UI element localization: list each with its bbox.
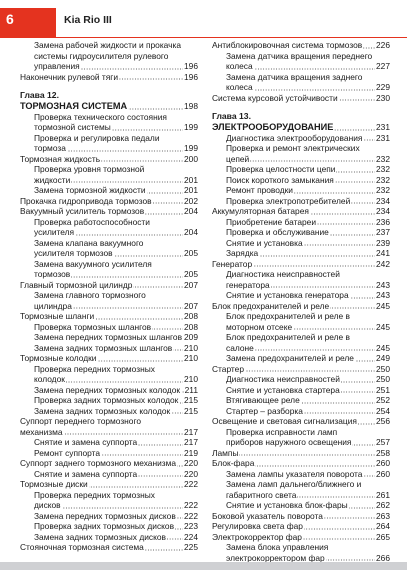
toc-page-number: 201	[184, 174, 198, 185]
toc-entry[interactable]	[20, 542, 198, 553]
toc-entry-title: Замена блока управления электрокорректором фар	[226, 542, 329, 563]
toc-entry-title: Замена рабочей жидкости и прокачка системы гидроусилителя рулевого управления	[34, 40, 182, 71]
toc-entry-title: Замена задних тормозных дисков	[34, 531, 166, 542]
toc-entry-title: Замена ламп дальнего/ближнего и габаритного света	[226, 479, 362, 500]
chapter-number: Глава 12.	[20, 90, 59, 100]
toc-entry[interactable]	[20, 490, 198, 511]
toc-entry[interactable]	[20, 133, 198, 154]
toc-entry-title: Стояночная тормозная система	[20, 542, 144, 552]
toc-entry-title: Проверка и обслуживание	[226, 227, 329, 237]
toc-entry-title: Проверка и регулировка педали тормоза	[34, 132, 160, 153]
toc-entry[interactable]	[20, 311, 198, 322]
chapter-title-row[interactable]	[20, 101, 198, 112]
toc-entry-title: Проверка задних тормозных дисков	[34, 521, 175, 531]
toc-entry[interactable]	[212, 542, 390, 563]
toc-page-number: 227	[376, 61, 390, 71]
toc-page-number: 262	[376, 500, 390, 510]
toc-entry[interactable]	[212, 206, 390, 217]
toc-page-number: 204	[184, 206, 198, 216]
toc-entry-title: Тормозные шланги	[20, 311, 95, 321]
toc-page-number: 220	[184, 458, 198, 468]
toc-entry-title: Замена задних тормозных колодок	[34, 405, 171, 416]
toc-page-number: 258	[376, 447, 390, 458]
toc-entry-title: Генератор	[212, 258, 253, 269]
toc-entry-title: Зарядка	[226, 248, 259, 258]
toc-entry-title: Блок-фара	[212, 458, 255, 468]
toc-page-number: 263	[376, 510, 390, 521]
toc-entry[interactable]	[20, 479, 198, 490]
toc-entry[interactable]	[20, 532, 198, 543]
toc-entry[interactable]	[212, 332, 390, 353]
chapter-title: ЭЛЕКТРООБОРУДОВАНИЕ	[212, 121, 334, 132]
toc-page-number: 199	[184, 143, 198, 153]
chapter-number: Глава 13.	[212, 111, 251, 121]
toc-entry-title: Снятие и установка стартера	[226, 384, 340, 395]
toc-entry-title: Проверка задних тормозных колодок	[34, 395, 179, 405]
toc-entry[interactable]	[212, 185, 390, 196]
toc-entry[interactable]	[20, 332, 198, 343]
toc-entry[interactable]	[20, 280, 198, 291]
toc-entry[interactable]	[212, 175, 390, 186]
toc-page-number: 266	[376, 552, 390, 563]
toc-page-number: 234	[376, 206, 390, 216]
toc-page-number: 199	[184, 122, 198, 132]
toc-page-number: 261	[376, 489, 390, 500]
chapter-title: ТОРМОЗНАЯ СИСТЕМА	[20, 100, 128, 111]
toc-entry[interactable]	[20, 395, 198, 406]
toc-entry[interactable]	[212, 238, 390, 249]
toc-entry[interactable]	[212, 385, 390, 396]
toc-page-number: 207	[184, 300, 198, 311]
toc-entry-title: Снятие и установка блок-фары	[226, 500, 348, 510]
toc-page-number: 204	[184, 227, 198, 237]
toc-page-number: 220	[184, 468, 198, 479]
toc-entry-title: Проверка технического состояния тормозной системы	[34, 111, 167, 132]
toc-entry[interactable]	[212, 51, 390, 72]
toc-entry[interactable]	[212, 364, 390, 375]
toc-page-number: 236	[376, 216, 390, 227]
toc-page-number: 257	[376, 437, 390, 447]
toc-entry-title: Суппорт заднего тормозного механизма	[20, 458, 177, 468]
toc-entry[interactable]	[212, 448, 390, 459]
toc-entry-title: Проверка электропотребителей	[226, 195, 351, 206]
toc-entry[interactable]	[212, 196, 390, 207]
toc-page-number: 234	[376, 195, 390, 206]
toc-page-number: 249	[376, 353, 390, 363]
toc-page-number: 239	[376, 237, 390, 248]
toc-entry[interactable]	[20, 458, 198, 469]
toc-entry[interactable]	[212, 427, 390, 448]
toc-page-number: 222	[184, 500, 198, 510]
toc-page-number: 210	[184, 374, 198, 384]
toc-entry-title: Снятие и установка	[226, 237, 303, 248]
toc-page-number: 223	[184, 521, 198, 531]
toc-page-number: 205	[184, 248, 198, 258]
toc-page-number: 245	[376, 300, 390, 311]
toc-page-number: 260	[376, 458, 390, 468]
toc-entry-title: Боковой указатель поворота	[212, 510, 323, 521]
toc-entry[interactable]	[212, 259, 390, 270]
toc-entry[interactable]	[20, 353, 198, 364]
toc-entry[interactable]	[212, 395, 390, 406]
toc-entry-title: Лампы	[212, 447, 239, 458]
toc-entry[interactable]	[20, 364, 198, 385]
toc-entry-title: Диагностика неисправностей	[226, 374, 340, 384]
toc-page-number: 230	[376, 92, 390, 103]
toc-entry[interactable]	[212, 511, 390, 522]
toc-entry[interactable]	[20, 437, 198, 448]
toc-page-number: 209	[184, 332, 198, 342]
toc-page-number: 243	[376, 279, 390, 290]
toc-entry-title: Втягивающее реле	[226, 395, 300, 405]
toc-entry[interactable]	[20, 217, 198, 238]
toc-page-number: 232	[376, 153, 390, 164]
toc-entry-title: Снятие и установка генератора	[226, 290, 349, 300]
chapter-title-row[interactable]	[212, 122, 390, 133]
toc-page-number: 222	[184, 479, 198, 489]
toc-page-number: 198	[184, 100, 198, 111]
toc-page-number: 250	[376, 374, 390, 384]
toc-entry-title: Замена лампы указателя поворота	[226, 468, 363, 479]
toc-entry[interactable]	[20, 196, 198, 207]
toc-entry-title: Аккумуляторная батарея	[212, 206, 309, 216]
toc-entry-title: Стартер – разборка	[226, 405, 303, 416]
toc-entry-title: Ремонт суппорта	[34, 447, 101, 458]
toc-entry-title: Освещение и световая сигнализация	[212, 416, 357, 426]
toc-page-number: 250	[376, 363, 390, 374]
toc-page-number: 256	[376, 416, 390, 426]
toc-entry[interactable]	[20, 206, 198, 217]
toc-page-number: 252	[376, 395, 390, 405]
toc-entry[interactable]	[20, 416, 198, 437]
toc-entry-title: Прокачка гидропривода тормозов	[20, 195, 152, 206]
toc-page-number: 264	[376, 521, 390, 531]
page-bottom-band	[0, 562, 407, 570]
toc-page-number: 225	[184, 542, 198, 552]
toc-entry-title: Тормозные диски	[20, 479, 88, 489]
toc-entry[interactable]	[20, 72, 198, 83]
toc-entry[interactable]	[212, 93, 390, 104]
toc-entry-title: Система курсовой устойчивости	[212, 92, 338, 103]
toc-entry-title: Суппорт переднего тормозного механизма	[20, 416, 141, 437]
toc-entry[interactable]	[212, 521, 390, 532]
toc-entry-title: Блок предохранителей и реле в моторном отсеке	[226, 311, 350, 332]
toc-entry-title: Снятие и замена суппорта	[34, 437, 138, 447]
toc-page-number: 210	[184, 342, 198, 353]
toc-entry-title: Блок предохранителей и реле в салоне	[226, 332, 350, 353]
toc-entry-title: Поиск короткого замыкания	[226, 174, 334, 185]
toc-entry-title: Приобретение батареи	[226, 216, 317, 227]
section-gap	[212, 103, 390, 111]
toc-page-number: 217	[184, 426, 198, 437]
toc-page-number: 242	[376, 258, 390, 269]
toc-entry-title: Проверка передних тормозных дисков	[34, 489, 155, 510]
toc-entry-title: Электрокорректор фар	[212, 531, 302, 542]
toc-entry-title: Проверка передних тормозных колодок	[34, 363, 155, 384]
toc-entry[interactable]	[212, 143, 390, 164]
toc-entry-title: Замена передних тормозных колодок	[34, 384, 181, 395]
toc-page-number: 222	[184, 510, 198, 521]
toc-page-number: 260	[376, 468, 390, 479]
toc-page-number: 265	[376, 531, 390, 542]
toc-entry[interactable]	[20, 185, 198, 196]
toc-page-number: 208	[184, 321, 198, 332]
toc-entry-title: Главный тормозной цилиндр	[20, 279, 133, 290]
toc-entry[interactable]	[20, 40, 198, 72]
toc-page-number: 196	[184, 71, 198, 82]
toc-page-number: 217	[184, 437, 198, 447]
toc-entry[interactable]	[212, 72, 390, 93]
toc-entry-title: Регулировка света фар	[212, 521, 303, 531]
toc-entry-title: Замена вакуумного усилителя тормозов	[34, 258, 152, 279]
toc-entry-title: Замена датчика вращения переднего колеса	[226, 50, 373, 71]
toc-page-number: 232	[376, 174, 390, 185]
toc-entry[interactable]	[20, 154, 198, 165]
toc-entry[interactable]	[212, 458, 390, 469]
toc-entry[interactable]	[20, 406, 198, 417]
section-gap	[20, 82, 198, 90]
toc-entry-title: Проверка работоспособности усилителя	[34, 216, 150, 237]
toc-entry-title: Диагностика неисправностей генератора	[226, 269, 340, 290]
toc-entry[interactable]	[20, 511, 198, 522]
toc-entry[interactable]	[20, 322, 198, 333]
toc-page-number: 245	[376, 321, 390, 332]
toc-entry-title: Проверка целостности цепи	[226, 164, 336, 174]
toc-entry-title: Наконечник рулевой тяги	[20, 71, 119, 82]
toc-page-number: 254	[376, 405, 390, 416]
toc-entry[interactable]	[212, 416, 390, 427]
toc-page-number: 211	[184, 384, 198, 395]
toc-entry-title: Ремонт проводки	[226, 185, 293, 195]
toc-left-column	[20, 40, 198, 553]
toc-entry-title: Замена задних тормозных шлангов	[34, 342, 173, 353]
toc-page-number: 251	[376, 384, 390, 395]
toc-entry[interactable]	[212, 301, 390, 312]
page-number: 6	[6, 11, 14, 27]
toc-page-number: 241	[376, 248, 390, 258]
toc-entry-title: Проверка тормозных шлангов	[34, 321, 152, 332]
toc-entry-title: Замена тормозной жидкости	[34, 185, 146, 195]
toc-entry-title: Замена датчика вращения заднего колеса	[226, 71, 363, 92]
toc-page-number: 215	[184, 395, 198, 405]
toc-entry[interactable]	[212, 133, 390, 144]
toc-entry-title: Проверка и ремонт электрических цепей	[226, 143, 360, 164]
toc-page-number: 208	[184, 311, 198, 321]
toc-page-number: 207	[184, 279, 198, 290]
toc-entry[interactable]	[20, 164, 198, 185]
toc-entry[interactable]	[20, 448, 198, 459]
toc-entry[interactable]	[20, 521, 198, 532]
toc-entry[interactable]	[212, 374, 390, 385]
toc-page-number: 243	[376, 290, 390, 300]
toc-entry-title: Проверка уровня тормозной жидкости	[34, 164, 145, 185]
toc-page-number: 232	[376, 164, 390, 174]
toc-entry[interactable]	[20, 469, 198, 480]
toc-page-number: 231	[376, 121, 390, 132]
toc-entry[interactable]	[212, 40, 390, 51]
toc-entry[interactable]	[212, 248, 390, 259]
toc-page-number: 196	[184, 61, 198, 71]
toc-entry-title: Стартер	[212, 363, 244, 374]
toc-page-number: 224	[184, 531, 198, 542]
toc-entry-title: Снятие и замена суппорта	[34, 468, 138, 479]
toc-entry[interactable]	[212, 532, 390, 543]
toc-entry[interactable]	[20, 112, 198, 133]
toc-entry[interactable]	[20, 290, 198, 311]
header-divider	[56, 37, 407, 38]
toc-page-number: 229	[376, 82, 390, 92]
toc-entry-title: Тормозные колодки	[20, 353, 97, 363]
toc-entry-title: Замена передних тормозных шлангов	[34, 332, 183, 342]
toc-entry-title: Вакуумный усилитель тормозов	[20, 206, 145, 216]
toc-page-number: 219	[184, 447, 198, 458]
toc-entry-title: Диагностика электрооборудования	[226, 132, 363, 143]
toc-page-number: 231	[376, 132, 390, 143]
toc-entry[interactable]	[20, 238, 198, 259]
toc-page-number: 215	[184, 405, 198, 416]
toc-entry[interactable]	[212, 500, 390, 511]
toc-page-number: 226	[376, 40, 390, 50]
toc-entry[interactable]	[212, 479, 390, 500]
toc-page-number: 200	[184, 153, 198, 164]
toc-entry[interactable]	[212, 217, 390, 228]
toc-entry-title: Замена предохранителей и реле	[226, 353, 354, 363]
toc-entry[interactable]	[212, 353, 390, 364]
toc-entry[interactable]	[212, 164, 390, 175]
toc-right-column	[212, 40, 390, 570]
toc-entry[interactable]	[212, 311, 390, 332]
toc-entry[interactable]	[212, 290, 390, 301]
toc-entry[interactable]	[212, 269, 390, 290]
toc-entry[interactable]	[212, 406, 390, 417]
toc-page-number: 201	[184, 185, 198, 195]
toc-entry-title: Проверка исправности ламп приборов наружного освещения	[226, 426, 352, 447]
toc-entry[interactable]	[212, 469, 390, 480]
book-title: Kia Rio III	[64, 14, 112, 26]
page-header	[0, 0, 407, 40]
toc-entry[interactable]	[20, 385, 198, 396]
toc-entry-title: Антиблокировочная система тормозов	[212, 40, 363, 50]
toc-page-number: 237	[376, 227, 390, 237]
toc-entry-title: Замена клапана вакуумного усилителя тормозов	[34, 237, 144, 258]
toc-entry-title: Замена передних тормозных дисков	[34, 510, 176, 521]
toc-page-number: 205	[184, 269, 198, 279]
toc-page-number: 202	[184, 195, 198, 206]
toc-entry[interactable]	[212, 227, 390, 238]
toc-entry[interactable]	[20, 259, 198, 280]
toc-page-number: 232	[376, 185, 390, 195]
toc-entry-title: Тормозная жидкость	[20, 153, 101, 164]
page-number-badge	[0, 8, 56, 38]
toc-entry-title: Замена главного тормозного цилиндра	[34, 290, 146, 311]
toc-page-number: 210	[184, 353, 198, 363]
toc-entry-title: Блок предохранителей и реле	[212, 300, 330, 311]
toc-entry[interactable]	[20, 343, 198, 354]
toc-page-number: 245	[376, 342, 390, 353]
